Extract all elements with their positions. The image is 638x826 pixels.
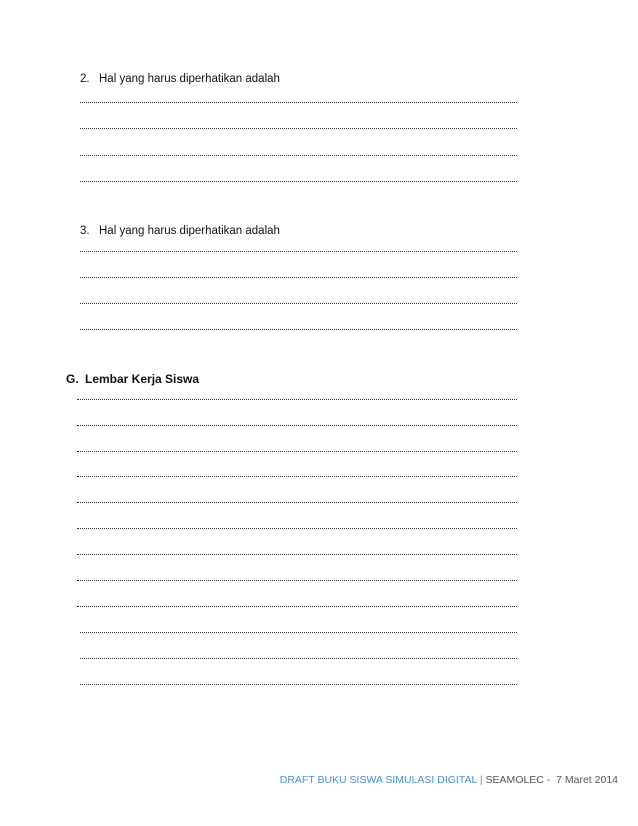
item-3-heading [80, 224, 280, 238]
footer-date: 7 Maret 2014 [556, 774, 618, 786]
worksheet-line[interactable] [80, 684, 517, 685]
answer-line[interactable] [80, 329, 517, 330]
footer-draft-title: DRAFT BUKU SISWA SIMULASI DIGITAL [279, 774, 477, 786]
worksheet-line[interactable] [80, 632, 517, 633]
worksheet-line[interactable] [80, 658, 517, 659]
answer-line[interactable] [80, 155, 517, 156]
item-2-heading [80, 72, 280, 86]
worksheet-line[interactable] [77, 476, 517, 477]
worksheet-line[interactable] [77, 528, 517, 529]
answer-line[interactable] [80, 303, 517, 304]
worksheet-line[interactable] [77, 580, 517, 581]
page-footer [280, 774, 618, 786]
section-g-title: Lembar Kerja Siswa [85, 372, 200, 386]
answer-line[interactable] [80, 128, 517, 129]
answer-line[interactable] [80, 102, 517, 103]
worksheet-line[interactable] [77, 451, 517, 452]
section-g-heading [66, 372, 199, 386]
worksheet-line[interactable] [77, 554, 517, 555]
worksheet-line[interactable] [77, 399, 517, 400]
item-2-number: 2. [80, 73, 90, 85]
answer-line[interactable] [80, 251, 517, 252]
item-3-number: 3. [80, 225, 90, 237]
item-3-text: Hal yang harus diperhatikan adalah [99, 225, 280, 237]
answer-line[interactable] [80, 181, 517, 182]
worksheet-line[interactable] [77, 502, 517, 503]
worksheet-line[interactable] [77, 425, 517, 426]
footer-separator: | [479, 774, 483, 786]
answer-line[interactable] [80, 277, 517, 278]
section-g-letter: G. [66, 372, 79, 386]
worksheet-line[interactable] [77, 606, 517, 607]
footer-org: SEAMOLEC - [485, 774, 551, 786]
item-2-text: Hal yang harus diperhatikan adalah [99, 73, 280, 85]
